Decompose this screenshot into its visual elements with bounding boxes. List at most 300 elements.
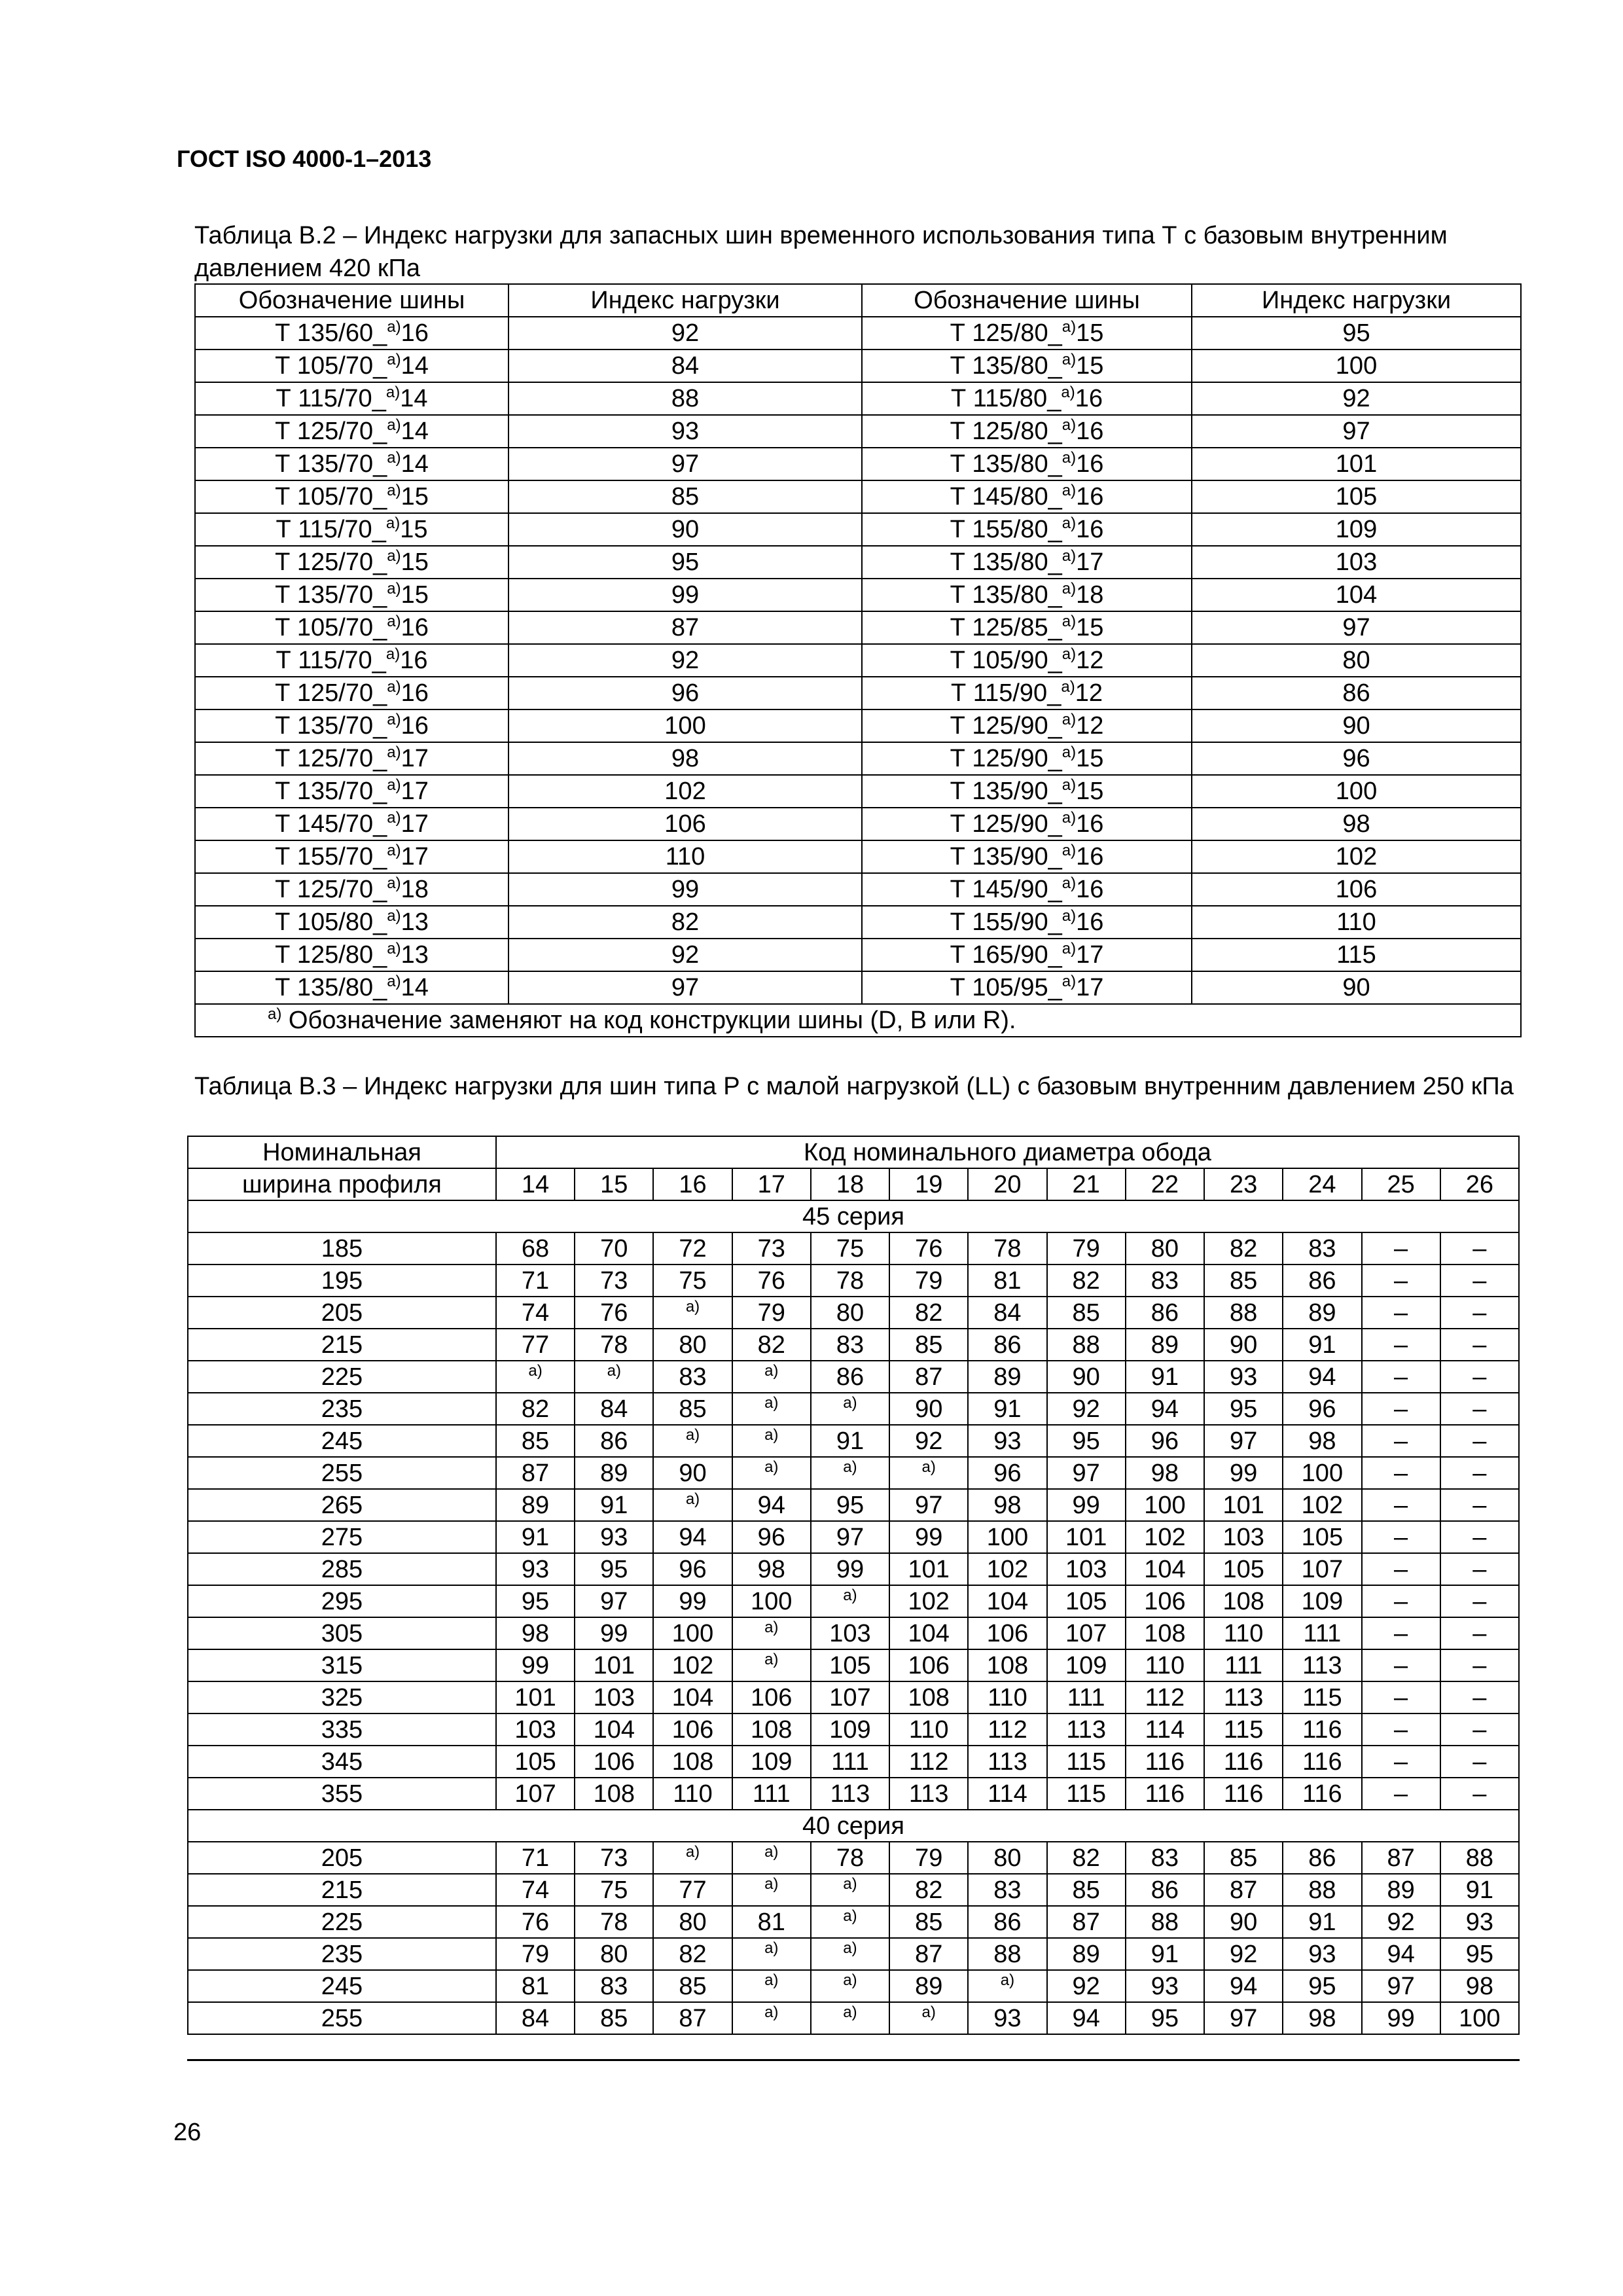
tire-designation-cell [862,513,1192,546]
load-index-cell: 84 [496,2002,575,2034]
table-row [188,1617,1519,1649]
load-index-cell: – [1440,1617,1519,1649]
load-index-cell: 97 [1204,2002,1283,2034]
load-index-cell: 95 [496,1585,575,1617]
profile-width-cell: 215 [188,1329,496,1361]
load-index-cell: 88 [1126,1906,1204,1938]
load-index-cell: 80 [811,1297,889,1329]
tire-separator: _ [1048,810,1062,838]
tire-separator: _ [373,908,387,936]
footnote-mark: а) [764,1874,779,1893]
tire-size: Т 135/80 [950,548,1048,576]
footnote-mark: а) [1061,973,1077,990]
tire-size: Т 105/70 [275,352,374,380]
footnote-mark: а) [387,711,401,728]
row-header-nominal-width: Номинальная [188,1136,496,1168]
tire-designation-cell [862,480,1192,513]
footnote-mark: а) [387,809,401,827]
footnote-mark: а) [843,1874,857,1893]
row-header-profile-width: ширина профиля [188,1168,496,1200]
load-index-cell: 115 [1192,939,1521,971]
tire-size: Т 105/90 [950,647,1048,674]
footnote-mark: а) [387,678,401,696]
rim-code: 16 [1076,810,1104,838]
load-index-cell: 79 [889,1265,968,1297]
footnote-mark: а) [1061,449,1077,467]
tire-designation-cell [195,677,508,709]
tire-size: Т 115/80 [951,385,1048,412]
table-b2 [194,283,1522,1037]
profile-width-cell: 195 [188,1265,496,1297]
table-row [195,971,1521,1004]
load-index-cell: 96 [1283,1393,1361,1425]
tire-designation-cell [195,644,508,677]
footnote-mark: а) [1061,678,1075,696]
tire-designation-cell [862,775,1192,808]
footnote-mark: а) [764,2003,779,2021]
load-index-cell: 96 [968,1457,1046,1489]
load-index-cell: 89 [1362,1874,1440,1906]
load-index-cell: 104 [1192,579,1521,611]
load-index-cell: 68 [496,1232,575,1265]
load-index-cell: 106 [508,808,862,840]
load-index-cell: 113 [811,1778,889,1810]
load-index-cell: 87 [1047,1906,1126,1938]
tire-size: Т 135/70 [275,450,374,478]
table-row [188,1297,1519,1329]
load-index-cell: 105 [1204,1553,1283,1585]
col-header-load-index: Индекс нагрузки [508,284,862,317]
load-index-cell: 85 [653,1393,732,1425]
rim-diameter-header: 20 [968,1168,1046,1200]
rim-code: 17 [401,745,429,772]
load-index-cell: 99 [889,1521,968,1553]
table-row [188,1393,1519,1425]
load-index-cell: 78 [575,1906,653,1938]
rim-code: 15 [400,516,428,543]
tire-size: Т 115/70 [276,647,372,674]
load-index-cell: 80 [1192,644,1521,677]
load-index-cell: 78 [575,1329,653,1361]
load-index-cell: 100 [1192,350,1521,382]
footnote-mark: а) [1061,645,1077,663]
load-index-cell: 70 [575,1232,653,1265]
tire-designation-cell [195,808,508,840]
load-index-cell: 98 [508,742,862,775]
footnote-mark: а) [764,1939,779,1957]
load-index-cell: 113 [1204,1681,1283,1713]
table-row [188,1457,1519,1489]
profile-width-cell: 255 [188,1457,496,1489]
footnote-mark: а) [1061,744,1077,761]
load-index-cell: 82 [508,906,862,939]
load-index-cell [732,1393,811,1425]
load-index-cell: 91 [575,1489,653,1521]
rim-code: 13 [401,908,429,936]
load-index-cell: 94 [1047,2002,1126,2034]
load-index-cell: 95 [1192,317,1521,350]
load-index-cell: – [1362,1585,1440,1617]
load-index-cell: 73 [575,1842,653,1874]
load-index-cell: 109 [1047,1649,1126,1681]
footnote-mark: а) [387,973,401,990]
load-index-cell: – [1362,1713,1440,1746]
load-index-cell: 79 [1047,1232,1126,1265]
load-index-cell: 76 [889,1232,968,1265]
table-row [195,513,1521,546]
load-index-cell: 106 [1126,1585,1204,1617]
load-index-cell: 91 [1126,1938,1204,1970]
tire-designation-cell [862,546,1192,579]
table-b2-header-row [195,284,1521,317]
load-index-cell: 116 [1204,1746,1283,1778]
load-index-cell: 98 [1283,2002,1361,2034]
load-index-cell: 116 [1204,1778,1283,1810]
table-row [188,1713,1519,1746]
load-index-cell: 114 [968,1778,1046,1810]
load-index-cell: – [1362,1489,1440,1521]
table-row [195,546,1521,579]
tire-size: Т 135/80 [950,581,1048,609]
rim-code: 18 [1076,581,1104,609]
footnote-mark: а) [1061,809,1077,827]
table-row [188,2002,1519,2034]
load-index-cell: 82 [496,1393,575,1425]
load-index-cell: 89 [889,1970,968,2002]
col-header-tire-designation: Обозначение шины [195,284,508,317]
load-index-cell: 87 [653,2002,732,2034]
footnote-mark: а) [764,1618,779,1636]
rim-diameter-header: 24 [1283,1168,1361,1200]
load-index-cell: – [1440,1232,1519,1265]
tire-designation-cell [195,873,508,906]
footnote-mark: а) [387,449,401,467]
rim-diameter-header: 15 [575,1168,653,1200]
load-index-cell: 101 [1047,1521,1126,1553]
load-index-cell: 88 [1440,1842,1519,1874]
tire-size: Т 155/70 [275,843,374,870]
load-index-cell: 86 [968,1329,1046,1361]
tire-separator: _ [1048,876,1062,903]
load-index-cell: – [1362,1297,1440,1329]
rim-code: 15 [401,581,429,609]
table-row [188,1329,1519,1361]
load-index-cell: 105 [1047,1585,1126,1617]
load-index-cell: 95 [811,1489,889,1521]
load-index-cell: 82 [1047,1842,1126,1874]
rim-code: 16 [400,647,428,674]
load-index-cell: 100 [732,1585,811,1617]
footnote-mark: а) [607,1361,621,1380]
footnote-mark: а) [385,645,401,663]
footnote-mark: а) [764,1393,779,1412]
table-row [188,1746,1519,1778]
load-index-cell: 99 [1204,1457,1283,1489]
tire-size: Т 135/80 [275,974,374,1001]
load-index-cell: 105 [1283,1521,1361,1553]
load-index-cell [811,1970,889,2002]
load-index-cell: 90 [1192,709,1521,742]
tire-size: Т 125/80 [950,319,1048,347]
tire-size: Т 145/70 [275,810,374,838]
load-index-cell: 78 [811,1842,889,1874]
rim-code: 17 [1076,548,1104,576]
load-index-cell: – [1440,1649,1519,1681]
load-index-cell: 91 [1440,1874,1519,1906]
load-index-cell [732,1617,811,1649]
footnote-mark: а) [1061,907,1077,925]
tire-separator: _ [1048,778,1062,805]
load-index-cell: 100 [508,709,862,742]
series-title: 45 серия [188,1200,1519,1232]
rim-diameter-header: 21 [1047,1168,1126,1200]
tire-size: Т 125/90 [950,810,1048,838]
tire-designation-cell [862,808,1192,840]
load-index-cell: 102 [889,1585,968,1617]
profile-width-cell: 225 [188,1906,496,1938]
load-index-cell: 103 [496,1713,575,1746]
tire-size: Т 125/90 [950,712,1048,740]
tire-designation-cell [195,971,508,1004]
tire-designation-cell [862,644,1192,677]
tire-designation-cell [862,873,1192,906]
tire-designation-cell [195,350,508,382]
load-index-cell: 92 [1047,1970,1126,2002]
load-index-cell: 75 [575,1874,653,1906]
footnote-mark: а) [685,1426,700,1444]
load-index-cell: – [1362,1617,1440,1649]
tire-separator: _ [373,483,387,511]
load-index-cell: 100 [968,1521,1046,1553]
load-index-cell: – [1440,1425,1519,1457]
rim-code: 17 [1076,941,1104,969]
footnote-mark: а) [387,547,401,565]
load-index-cell [732,1842,811,1874]
load-index-cell [653,1297,732,1329]
rim-code: 16 [1076,450,1104,478]
load-index-cell: 116 [1126,1746,1204,1778]
load-index-cell: 104 [889,1617,968,1649]
load-index-cell: 75 [811,1232,889,1265]
rim-code: 12 [1075,679,1103,707]
footnote-mark: а) [268,1005,282,1023]
load-index-cell: 82 [889,1297,968,1329]
load-index-cell: – [1440,1329,1519,1361]
table-b3 [187,1136,1520,2035]
tire-designation-cell [862,742,1192,775]
tire-size: Т 125/70 [275,679,374,707]
load-index-cell: 116 [1283,1746,1361,1778]
load-index-cell [732,2002,811,2034]
tire-separator: _ [1047,385,1061,412]
load-index-cell: 98 [1440,1970,1519,2002]
load-index-cell: 85 [496,1425,575,1457]
footnote-mark: а) [1061,416,1077,434]
load-index-cell: 81 [732,1906,811,1938]
load-index-cell: 90 [1047,1361,1126,1393]
tire-separator: _ [373,941,387,969]
rim-code: 17 [1076,974,1104,1001]
tire-separator: _ [1048,548,1062,576]
load-index-cell [732,1874,811,1906]
table-row [195,677,1521,709]
table-row [195,775,1521,808]
load-index-cell: 80 [653,1329,732,1361]
tire-size: Т 125/80 [275,941,374,969]
footnote-mark: а) [843,1939,857,1957]
table-row [188,1521,1519,1553]
load-index-cell: – [1440,1746,1519,1778]
load-index-cell: 102 [1192,840,1521,873]
col-header-load-index: Индекс нагрузки [1192,284,1521,317]
tire-size: Т 125/70 [275,548,374,576]
load-index-cell: 80 [575,1938,653,1970]
load-index-cell: 89 [1283,1297,1361,1329]
load-index-cell: 82 [889,1874,968,1906]
load-index-cell: 95 [1047,1425,1126,1457]
profile-width-cell: 255 [188,2002,496,2034]
load-index-cell: – [1362,1393,1440,1425]
table-row [195,906,1521,939]
rim-diameter-header: 19 [889,1168,968,1200]
load-index-cell: 94 [653,1521,732,1553]
tire-separator: _ [372,647,386,674]
footnote-mark: а) [385,384,401,401]
load-index-cell [575,1361,653,1393]
footnote-mark: а) [843,1458,857,1476]
load-index-cell [811,1906,889,1938]
load-index-cell: 103 [575,1681,653,1713]
load-index-cell: 87 [889,1361,968,1393]
load-index-cell: 115 [1047,1746,1126,1778]
load-index-cell: 103 [1204,1521,1283,1553]
load-index-cell: 92 [1362,1906,1440,1938]
load-index-cell: 71 [496,1842,575,1874]
rim-code: 16 [1075,385,1103,412]
tire-size: Т 105/70 [275,614,374,641]
tire-separator: _ [373,581,387,609]
rim-diameter-header: 23 [1204,1168,1283,1200]
load-index-cell: 102 [1283,1489,1361,1521]
load-index-cell [811,1938,889,1970]
load-index-cell: 78 [968,1232,1046,1265]
tire-designation-cell [862,448,1192,480]
load-index-cell [732,1457,811,1489]
load-index-cell: 104 [653,1681,732,1713]
table-b3-header-row-1 [188,1136,1519,1168]
profile-width-cell: 325 [188,1681,496,1713]
load-index-cell: 88 [1047,1329,1126,1361]
load-index-cell: 82 [732,1329,811,1361]
rim-diameter-header: 14 [496,1168,575,1200]
load-index-cell: – [1362,1681,1440,1713]
load-index-cell: 79 [889,1842,968,1874]
tire-separator: _ [1048,614,1062,641]
load-index-cell: – [1362,1778,1440,1810]
tire-designation-cell [862,939,1192,971]
tire-separator: _ [1048,516,1062,543]
load-index-cell: 106 [968,1617,1046,1649]
load-index-cell [811,2002,889,2034]
rim-code: 16 [401,712,429,740]
footnote-mark: а) [764,1971,779,1989]
tire-separator: _ [373,614,387,641]
load-index-cell [732,1970,811,2002]
load-index-cell: 89 [968,1361,1046,1393]
table-row [195,579,1521,611]
tire-designation-cell [195,579,508,611]
load-index-cell: 99 [575,1617,653,1649]
load-index-cell: 101 [1192,448,1521,480]
load-index-cell: 96 [732,1521,811,1553]
tire-size: Т 135/70 [275,581,374,609]
table-row [188,1489,1519,1521]
rim-diameter-header: 18 [811,1168,889,1200]
rim-code: 16 [1076,516,1104,543]
load-index-cell: 97 [508,448,862,480]
profile-width-cell: 245 [188,1425,496,1457]
load-index-cell: 86 [575,1425,653,1457]
tire-separator: _ [1048,647,1062,674]
series-row [188,1810,1519,1842]
table-row [195,350,1521,382]
rim-code: 12 [1076,712,1104,740]
load-index-cell: 91 [968,1393,1046,1425]
load-index-cell: 110 [653,1778,732,1810]
tire-size: Т 165/90 [950,941,1048,969]
footnote-mark: а) [764,1458,779,1476]
load-index-cell: – [1440,1457,1519,1489]
profile-width-cell: 345 [188,1746,496,1778]
load-index-cell [653,1425,732,1457]
profile-width-cell: 315 [188,1649,496,1681]
rim-code: 14 [401,352,429,380]
load-index-cell: 111 [1283,1617,1361,1649]
profile-width-cell: 245 [188,1970,496,2002]
profile-width-cell: 305 [188,1617,496,1649]
load-index-cell: 108 [1126,1617,1204,1649]
tire-size: Т 105/70 [275,483,374,511]
load-index-cell: 84 [575,1393,653,1425]
tire-designation-cell [862,611,1192,644]
rim-code: 15 [1076,319,1104,347]
bottom-rule [187,2059,1520,2061]
load-index-cell: 107 [496,1778,575,1810]
tire-separator: _ [372,385,386,412]
page-number: 26 [173,2119,202,2146]
load-index-cell: 94 [1126,1393,1204,1425]
tire-separator: _ [1048,418,1062,445]
rim-code: 15 [1076,352,1104,380]
profile-width-cell: 205 [188,1842,496,1874]
footnote-mark: а) [387,744,401,761]
load-index-cell: – [1440,1489,1519,1521]
footnote-text: Обозначение заменяют на код конструкции шины (D, B или R). [288,1007,1016,1034]
footnote-mark: а) [685,1490,700,1508]
load-index-cell: 91 [496,1521,575,1553]
load-index-cell [811,1457,889,1489]
load-index-cell: 116 [1283,1713,1361,1746]
load-index-cell: – [1440,1361,1519,1393]
load-index-cell: 97 [508,971,862,1004]
footnote-mark: а) [843,2003,857,2021]
profile-width-cell: 275 [188,1521,496,1553]
group-header-rim-diameter: Код номинального диаметра обода [496,1136,1519,1168]
load-index-cell: – [1440,1393,1519,1425]
load-index-cell [811,1874,889,1906]
rim-code: 14 [401,974,429,1001]
tire-size: Т 125/70 [275,745,374,772]
